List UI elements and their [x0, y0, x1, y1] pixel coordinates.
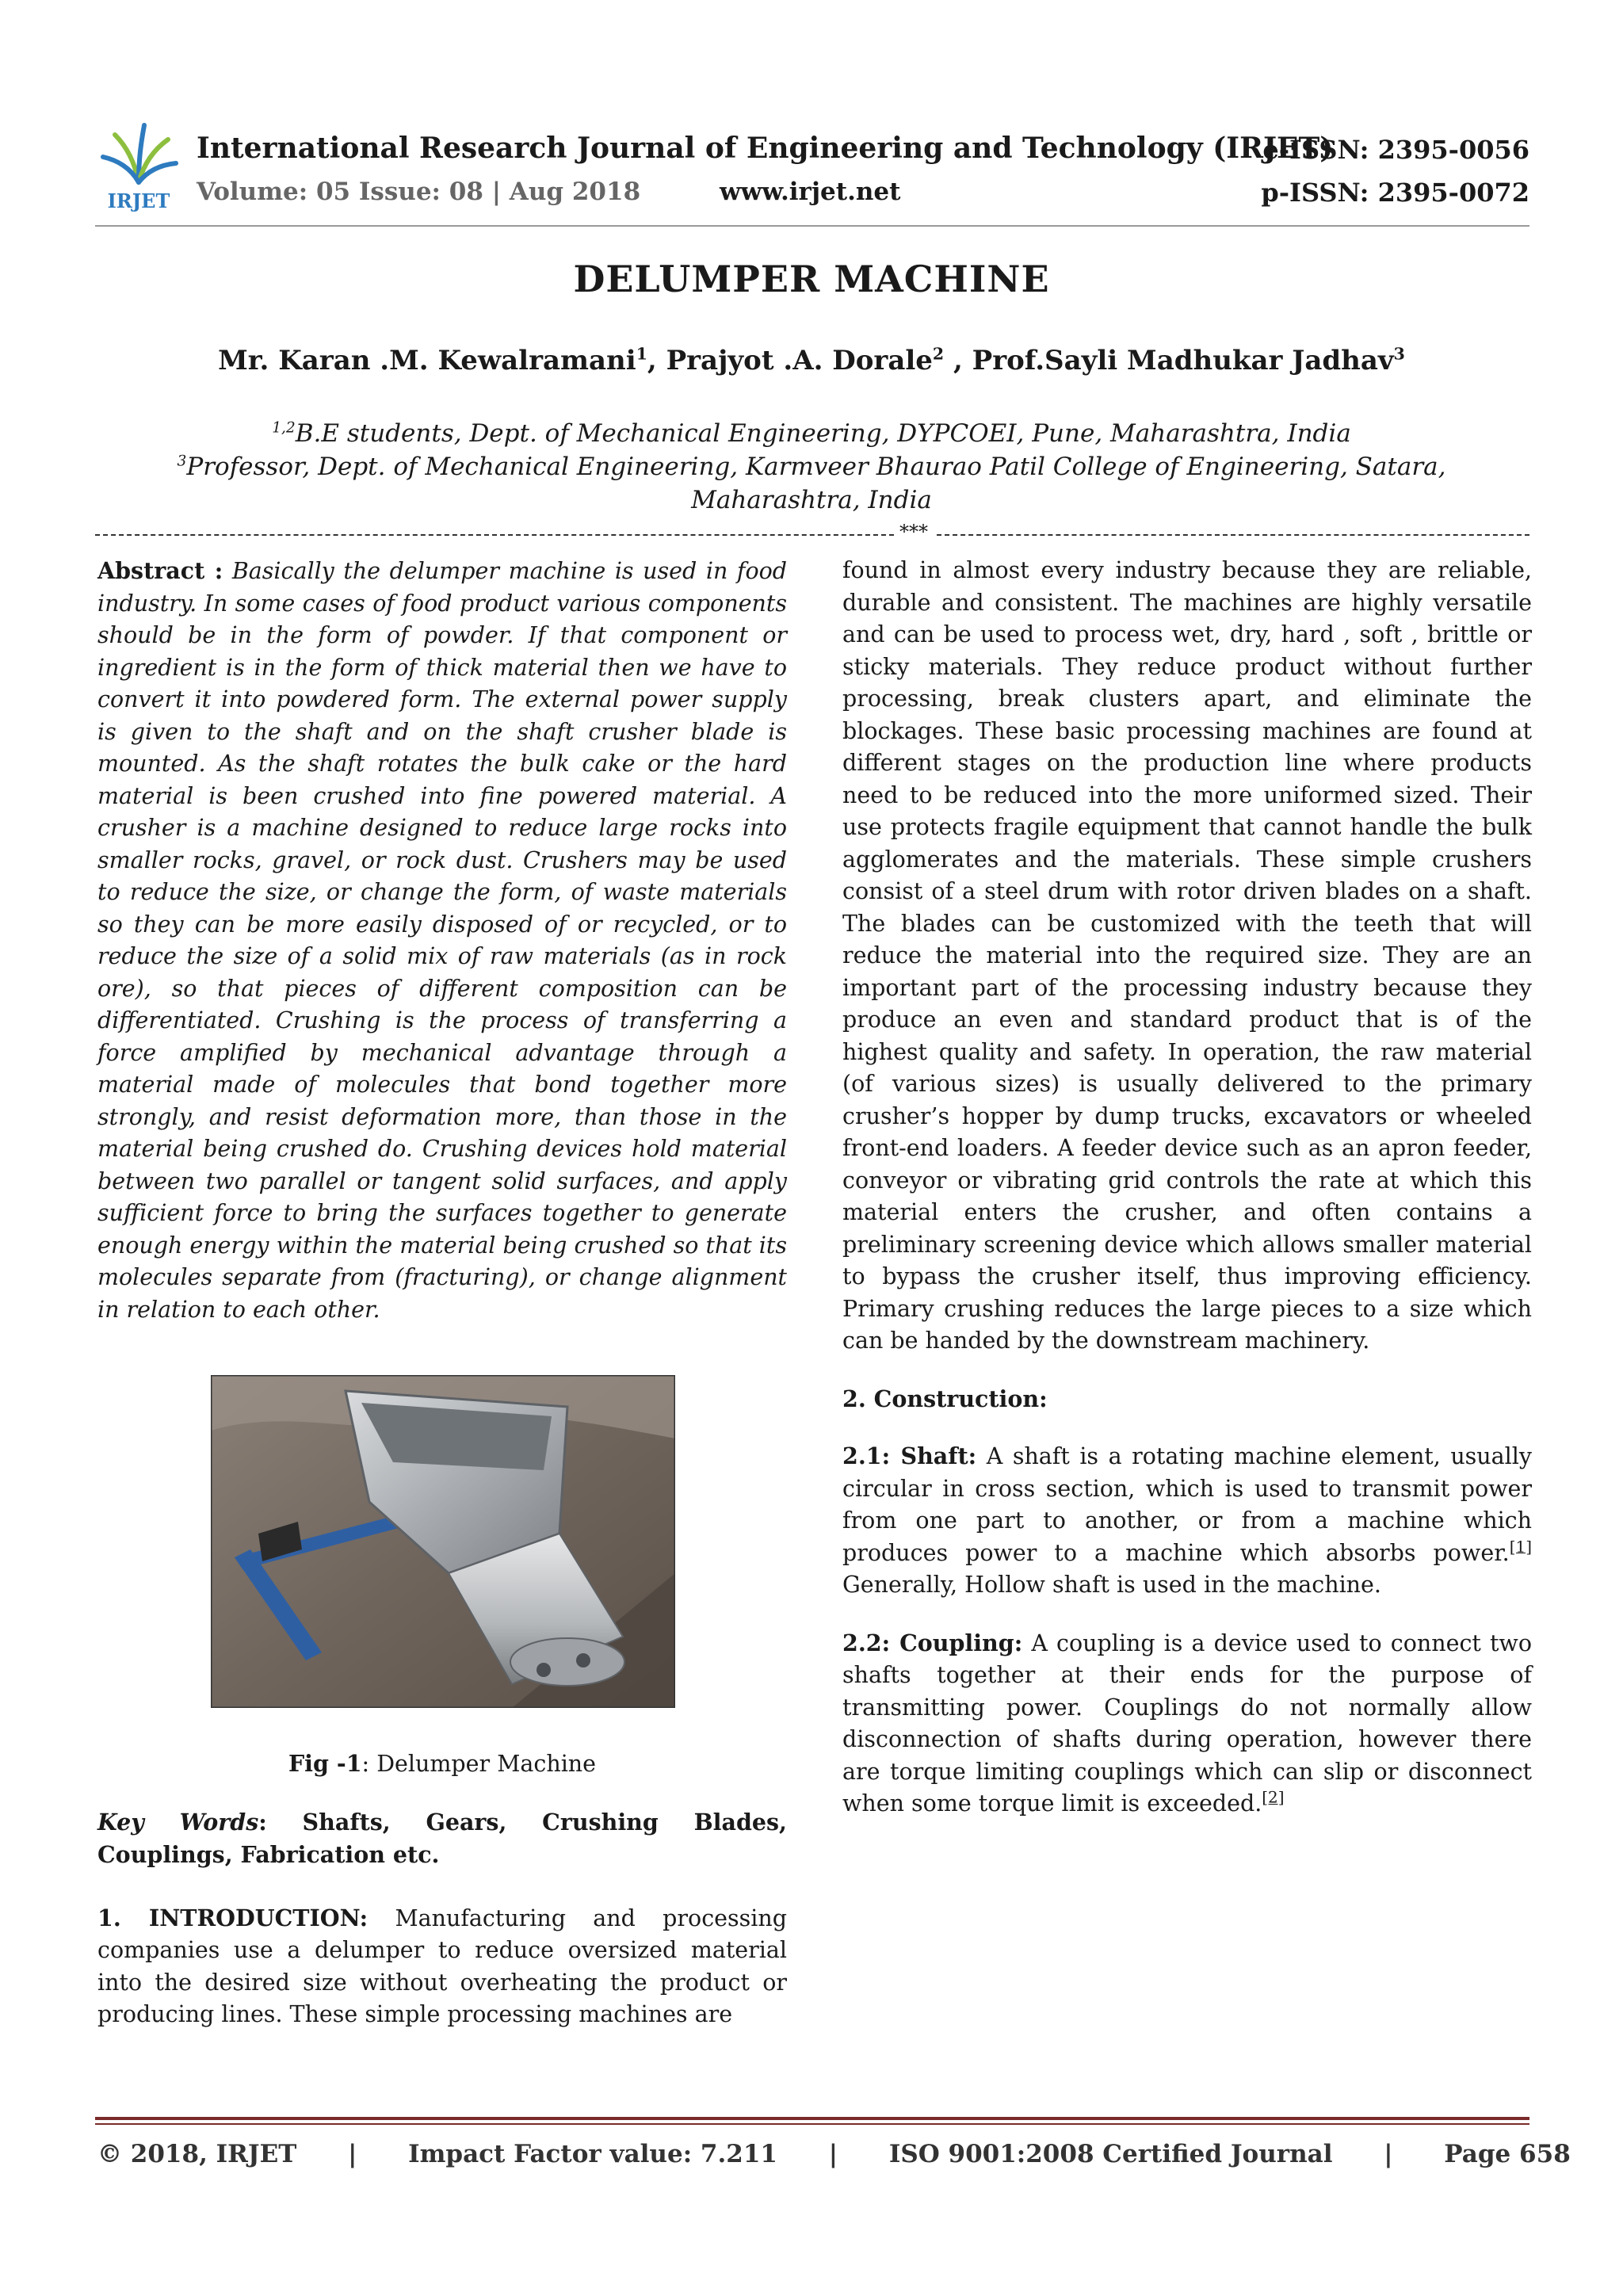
paper-title: DELUMPER MACHINE	[573, 258, 1050, 300]
footer-divider-1: |	[348, 2140, 357, 2168]
figure-caption	[97, 1748, 787, 1781]
author-1-sup: 1	[636, 344, 647, 364]
author-list: Mr. Karan .M. Kewalramani$^1$, Prajyot .A. Dorale$^2$ , Prof.Sayli Madhukar Jadhav$^3$	[218, 344, 1405, 376]
footer-copyright: © 2018, IRJET	[97, 2140, 297, 2168]
volume-issue: Volume: 05 Issue: 08 | Aug 2018	[197, 178, 641, 206]
irjet-logo	[95, 119, 182, 214]
footer-rule-thin	[95, 2123, 1529, 2125]
figure-caption-label: Fig -1	[288, 1750, 362, 1777]
author-2-sup: 2	[932, 344, 945, 364]
introduction	[97, 1902, 787, 2031]
author-3: Prof.Sayli Madhukar Jadhav	[972, 345, 1394, 376]
footer-iso: ISO 9001:2008 Certified Journal	[888, 2140, 1333, 2168]
coupling-text: A coupling is a device used to connect two shafts together at their ends for the purpose of transmitting power. Couplings do not normally allow disconnection of shafts during operation, however there are torque limiting couplings which can slip or disconnect when some torque limit is exceeded.	[842, 1629, 1532, 1817]
construction-heading: 2. Construction:	[842, 1385, 1048, 1412]
figure-caption-text: : Delumper Machine	[361, 1751, 597, 1777]
footer-divider-2: |	[828, 2140, 838, 2168]
introduction-heading: 1. INTRODUCTION:	[97, 1904, 369, 1931]
affiliation-2-text: Professor, Dept. of Mechanical Engineering, Karmveer Bhaurao Patil College of Engineering, Satara, Maharashtra, India	[186, 453, 1446, 514]
affiliation-2-sup: 3	[177, 453, 187, 470]
author-2: Prajyot .A. Dorale	[666, 345, 933, 376]
reference-2-link[interactable]: [2]	[1262, 1787, 1285, 1807]
e-issn: e-ISSN: 2395-0056	[1262, 135, 1529, 165]
author-1: Mr. Karan .M. Kewalramani	[218, 345, 636, 376]
footer-rule-thick	[95, 2117, 1529, 2120]
separator-dash-left	[95, 534, 894, 536]
p-issn: p-ISSN: 2395-0072	[1261, 178, 1529, 208]
journal-website[interactable]: www.irjet.net	[720, 178, 901, 206]
keywords	[97, 1806, 787, 1872]
shaft-text-after: Generally, Hollow shaft is used in the machine.	[842, 1572, 1381, 1598]
keywords-text: : Shafts, Gears, Crushing Blades, Couplings, Fabrication etc.	[97, 1808, 787, 1868]
abstract-label: Abstract :	[97, 557, 223, 584]
abstract	[97, 555, 787, 1326]
shaft-section	[842, 1440, 1532, 1602]
separator-stars: ***	[899, 521, 928, 543]
shaft-label: 2.1: Shaft:	[842, 1442, 977, 1469]
section-separator	[95, 519, 1529, 551]
affiliation-1	[158, 417, 1465, 450]
author-3-sup: 3	[1393, 344, 1405, 364]
journal-title: International Research Journal of Engineering and Technology (IRJET)	[197, 132, 1334, 165]
abstract-text: Basically the delumper machine is used in food industry. In some cases of food product various components should be in the form of powder. If that component or ingredient is in the form of thick material then we have to convert it into powdered form. The external power supply is given to the shaft and on the shaft crusher blade is mounted. As the shaft rotates the bulk cake or the hard material is been crushed into fine powered material. A crusher is a machine designed to reduce large rocks into smaller rocks, gravel, or rock dust. Crushers may be used to reduce the size, or change the form, of waste materials so they can be more easily disposed of or recycled, or to reduce the size of a solid mix of raw materials (as in rock ore), so that pieces of different composition can be differentiated. Crushing is the process of transferring a force amplified by mechanical advantage through a material made of molecules that bond together more strongly, and resist deformation more, than those in the material being crushed do. Crushing devices hold material between two parallel or tangent solid surfaces, and apply sufficient force to bring the surfaces together to generate enough energy within the material being crushed so that its molecules separate from (fracturing), or change alignment in relation to each other.	[97, 558, 787, 1323]
left-column	[97, 555, 787, 2031]
journal-header	[95, 119, 1529, 223]
footer-divider-3: |	[1384, 2140, 1393, 2168]
page-footer	[97, 2140, 1571, 2168]
introduction-text: Manufacturing and processing companies use a delumper to reduce oversized material into the desired size without overheating the product or producing lines. These simple processing machines are	[97, 1904, 787, 2027]
header-divider	[95, 225, 1529, 227]
separator-dash-right	[937, 534, 1529, 536]
affiliation-1-text: B.E students, Dept. of Mechanical Engineering, DYPCOEI, Pune, Maharashtra, India	[295, 419, 1351, 448]
coupling-section	[842, 1627, 1532, 1820]
delumper-machine-photo	[211, 1375, 675, 1708]
affiliation-1-sup: 1,2	[272, 419, 296, 437]
reference-1-link[interactable]: [1]	[1509, 1537, 1532, 1556]
shaft-text: A shaft is a rotating machine element, usually circular in cross section, which is used to transmit power from one part to another, or from a machine which produces power to a machine which absorbs power.	[842, 1443, 1532, 1566]
keywords-label: Key Words	[97, 1808, 259, 1836]
coupling-label: 2.2: Coupling:	[842, 1629, 1023, 1656]
footer-impact-factor: Impact Factor value: 7.211	[408, 2140, 778, 2168]
footer-page-number: Page 658	[1444, 2140, 1571, 2168]
introduction-continued: found in almost every industry because they are reliable, durable and consistent. The machines are highly versatile and can be used to process wet, dry, hard , soft , brittle or sticky materials. They reduce product without further processing, break clusters apart, and eliminate the blockages. These basic processing machines are found at different stages on the production line where products need to be reduced into the more uniformed sized. Their use protects fragile equipment that cannot handle the bulk agglomerates and the materials. These simple crushers consist of a steel drum with rotor driven blades on a shaft. The blades can be customized with the teeth that will reduce the material into the required size. They are an important part of the processing industry because they produce an even and standard product that is of the highest quality and safety. In operation, the raw material (of various sizes) is usually delivered to the primary crusher’s hopper by dump trucks, excavators or wheeled front-end loaders. A feeder device such as an apron feeder, conveyor or vibrating grid controls the rate at which this material enters the crusher, and often contains a preliminary screening device which allows smaller material to bypass the crusher itself, thus improving efficiency. Primary crushing reduces the large pieces to a size which can be handed by the downstream machinery.	[842, 557, 1532, 1354]
affiliation-2	[158, 450, 1465, 517]
logo-text: IRJET	[107, 189, 170, 212]
right-column	[842, 555, 1532, 1820]
